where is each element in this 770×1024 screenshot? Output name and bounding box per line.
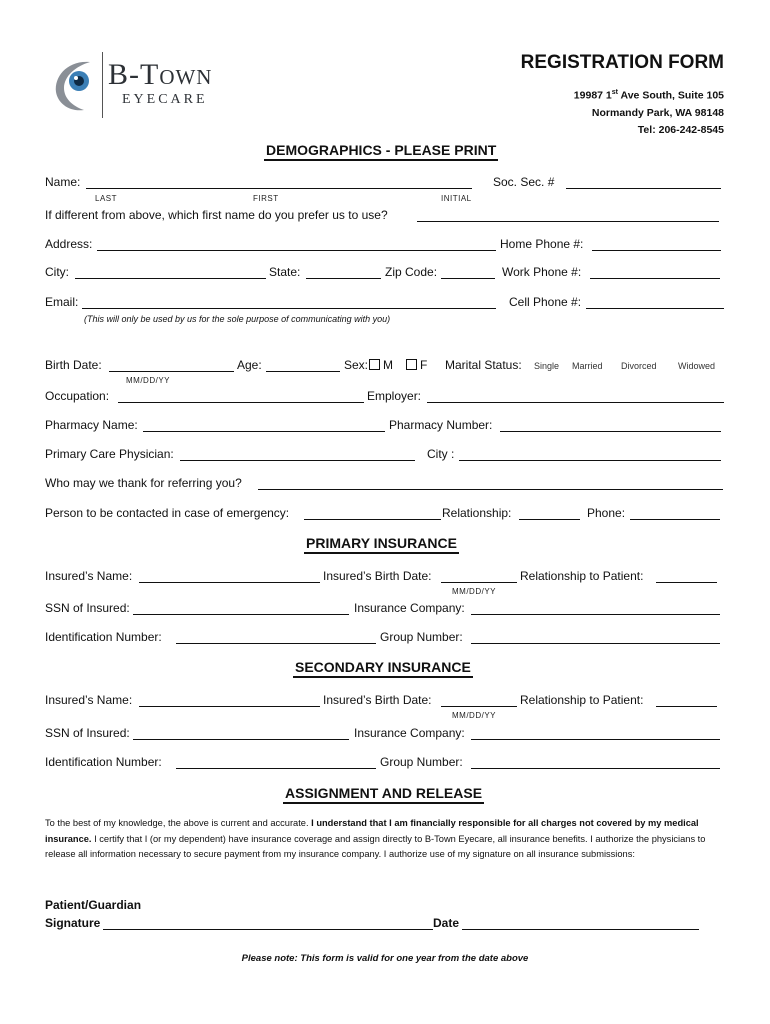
cell-phone-label: Cell Phone #: — [509, 295, 582, 309]
employer-label: Employer: — [367, 389, 422, 403]
primary-relationship-field[interactable] — [656, 582, 717, 583]
secondary-id-field[interactable] — [176, 768, 376, 769]
footer-note: Please note: This form is valid for one year from the date above — [241, 953, 529, 964]
zip-field[interactable] — [441, 278, 495, 279]
secondary-insured-name-field[interactable] — [139, 706, 320, 707]
primary-id-label: Identification Number: — [45, 630, 162, 644]
emergency-relationship-label: Relationship: — [442, 506, 512, 520]
referral-field[interactable] — [258, 489, 723, 490]
email-label: Email: — [45, 295, 79, 309]
emergency-phone-field[interactable] — [630, 519, 720, 520]
referral-label: Who may we thank for referring you? — [45, 476, 242, 490]
emergency-contact-field[interactable] — [304, 519, 441, 520]
secondary-insured-birth-field[interactable] — [441, 706, 517, 707]
primary-ssn-label: SSN of Insured: — [45, 601, 130, 615]
emergency-contact-label: Person to be contacted in case of emergency: — [45, 506, 290, 520]
occupation-label: Occupation: — [45, 389, 110, 403]
primary-relationship-label: Relationship to Patient: — [520, 569, 644, 583]
logo-name: B-Town — [108, 58, 213, 91]
marital-option-widowed[interactable]: Widowed — [678, 361, 716, 371]
birth-date-label: Birth Date: — [45, 358, 102, 372]
name-initial-caption: INITIAL — [441, 194, 472, 203]
primary-group-field[interactable] — [471, 643, 720, 644]
logo-subtitle: EYECARE — [122, 92, 208, 107]
pcp-city-field[interactable] — [459, 460, 721, 461]
date-label: Date — [433, 916, 460, 930]
secondary-insured-name-label: Insured’s Name: — [45, 693, 133, 707]
primary-insured-name-label: Insured’s Name: — [45, 569, 133, 583]
zip-label: Zip Code: — [385, 265, 438, 279]
secondary-relationship-field[interactable] — [656, 706, 717, 707]
soc-sec-field[interactable] — [566, 188, 721, 189]
cell-phone-field[interactable] — [586, 308, 724, 309]
sex-f-option[interactable]: F — [406, 358, 427, 372]
pcp-label: Primary Care Physician: — [45, 447, 174, 461]
signature-label: Signature — [45, 916, 101, 930]
email-field[interactable] — [82, 308, 496, 309]
primary-company-label: Insurance Company: — [354, 601, 465, 615]
guardian-label: Patient/Guardian — [45, 898, 142, 912]
secondary-id-label: Identification Number: — [45, 755, 162, 769]
assignment-paragraph: To the best of my knowledge, the above is current and accurate. I understand that I am financially responsible for all charges not covered by my medical insurance. I certify that I (or my dependent) have insurance coverage and assign directly to B-Town Eyecare, all insurance benefits. I authorize the physicians to release all information necessary to secure payment from my insurance company. I authorize use of my signature on all insurance submissions: — [45, 818, 706, 859]
name-label: Name: — [45, 175, 81, 189]
primary-ssn-field[interactable] — [133, 614, 349, 615]
name-last-caption: LAST — [95, 194, 118, 203]
occupation-field[interactable] — [118, 402, 364, 403]
clinic-tel: Tel: 206-242-8545 — [637, 124, 724, 136]
age-label: Age: — [237, 358, 262, 372]
secondary-ssn-field[interactable] — [133, 739, 349, 740]
secondary-group-label: Group Number: — [380, 755, 463, 769]
soc-sec-label: Soc. Sec. # — [493, 175, 555, 189]
state-field[interactable] — [306, 278, 381, 279]
age-field[interactable] — [266, 371, 340, 372]
primary-insured-name-field[interactable] — [139, 582, 320, 583]
marital-option-married[interactable]: Married — [572, 361, 603, 371]
pcp-city-label: City : — [427, 447, 455, 461]
address-field[interactable] — [97, 250, 496, 251]
emergency-relationship-field[interactable] — [519, 519, 580, 520]
date-field[interactable] — [462, 929, 699, 930]
preferred-name-label: If different from above, which first name do you prefer us to use? — [45, 208, 388, 222]
pcp-field[interactable] — [180, 460, 415, 461]
email-note: (This will only be used by us for the sole purpose of communicating with you) — [84, 314, 391, 324]
secondary-insured-birth-label: Insured’s Birth Date: — [323, 693, 432, 707]
logo — [50, 52, 230, 120]
pharmacy-name-field[interactable] — [143, 431, 385, 432]
clinic-address: 19987 1st Ave South, Suite 105 — [573, 89, 724, 102]
secondary-group-field[interactable] — [471, 768, 720, 769]
work-phone-field[interactable] — [590, 278, 720, 279]
secondary-ssn-label: SSN of Insured: — [45, 726, 130, 740]
secondary-relationship-label: Relationship to Patient: — [520, 693, 644, 707]
checkbox-m-icon[interactable] — [369, 359, 380, 370]
birth-date-field[interactable] — [109, 371, 234, 372]
home-phone-field[interactable] — [592, 250, 721, 251]
pharmacy-number-label: Pharmacy Number: — [389, 418, 493, 432]
home-phone-label: Home Phone #: — [500, 237, 584, 251]
primary-birth-format: MM/DD/YY — [452, 587, 496, 596]
primary-insurance-heading: PRIMARY INSURANCE — [304, 535, 459, 554]
secondary-company-label: Insurance Company: — [354, 726, 465, 740]
checkbox-f-icon[interactable] — [406, 359, 417, 370]
sex-m-option[interactable]: M — [369, 358, 393, 372]
primary-id-field[interactable] — [176, 643, 376, 644]
sex-label: Sex: — [344, 358, 369, 372]
employer-field[interactable] — [427, 402, 724, 403]
secondary-company-field[interactable] — [471, 739, 720, 740]
preferred-name-field[interactable] — [417, 221, 719, 222]
marital-status-label: Marital Status: — [445, 358, 522, 372]
marital-option-divorced[interactable]: Divorced — [621, 361, 657, 371]
address-label: Address: — [45, 237, 93, 251]
primary-group-label: Group Number: — [380, 630, 463, 644]
secondary-birth-format: MM/DD/YY — [452, 711, 496, 720]
name-first-caption: FIRST — [253, 194, 279, 203]
signature-field[interactable] — [103, 929, 433, 930]
clinic-city: Normandy Park, WA 98148 — [591, 107, 724, 119]
birth-date-format: MM/DD/YY — [126, 376, 170, 385]
eye-logo-icon — [50, 54, 104, 116]
assignment-heading: ASSIGNMENT AND RELEASE — [283, 785, 484, 804]
name-field[interactable] — [86, 188, 472, 189]
form-title: REGISTRATION FORM — [520, 52, 724, 73]
primary-company-field[interactable] — [471, 614, 720, 615]
secondary-insurance-heading: SECONDARY INSURANCE — [293, 659, 473, 678]
pharmacy-name-label: Pharmacy Name: — [45, 418, 138, 432]
city-label: City: — [45, 265, 69, 279]
work-phone-label: Work Phone #: — [502, 265, 582, 279]
primary-insured-birth-field[interactable] — [441, 582, 517, 583]
city-field[interactable] — [75, 278, 266, 279]
demographics-heading: DEMOGRAPHICS - PLEASE PRINT — [264, 142, 498, 161]
emergency-phone-label: Phone: — [587, 506, 626, 520]
primary-insured-birth-label: Insured’s Birth Date: — [323, 569, 432, 583]
pharmacy-number-field[interactable] — [500, 431, 721, 432]
marital-option-single[interactable]: Single — [534, 361, 560, 371]
state-label: State: — [269, 265, 301, 279]
